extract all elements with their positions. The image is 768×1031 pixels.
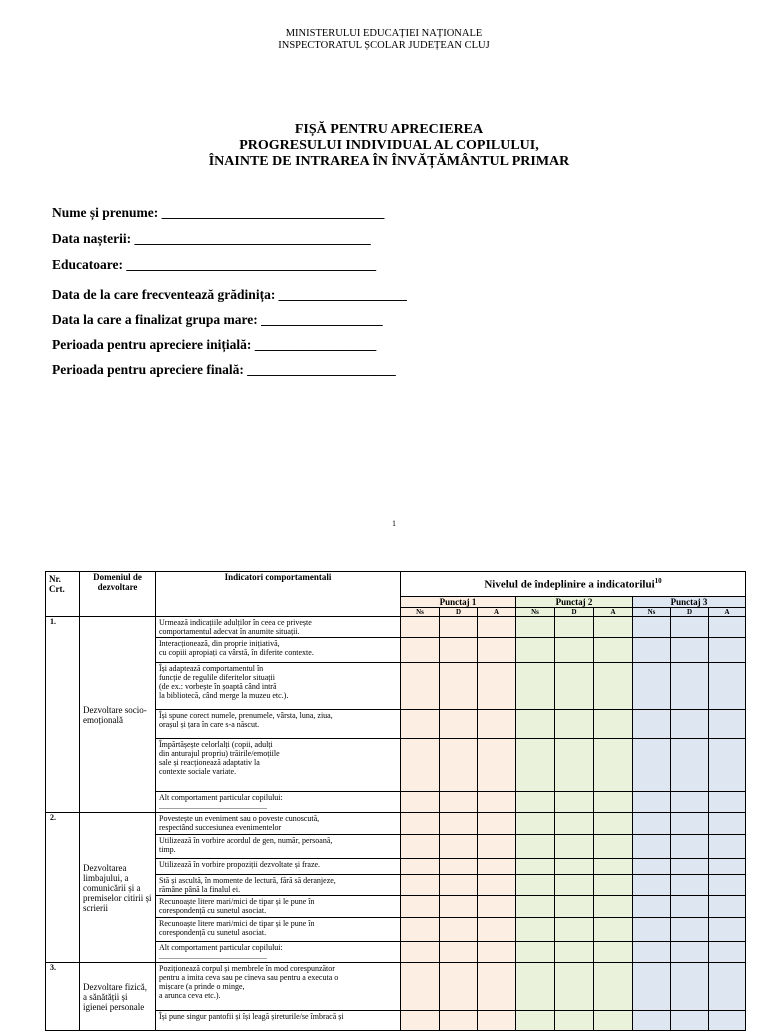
indicator-text: funcție de regulile diferitelor situații bbox=[159, 673, 275, 682]
score-cell[interactable] bbox=[440, 792, 478, 813]
indicator-text: rămâne până la finalul ei. bbox=[159, 885, 241, 894]
indicator-text: Își pune singur pantofii și își leagă șireturile/se îmbracă și bbox=[159, 1012, 344, 1021]
score-cell[interactable] bbox=[555, 896, 594, 918]
score-cell[interactable] bbox=[633, 896, 671, 918]
indicator-text: Împărtășește celorlalți (copii, adulți bbox=[159, 740, 273, 749]
score-cell[interactable] bbox=[401, 638, 440, 663]
page-number: 1 bbox=[392, 519, 396, 528]
score-cell[interactable] bbox=[594, 710, 633, 739]
punctaj-1-header: Punctaj 1 bbox=[401, 597, 516, 608]
score-cell[interactable] bbox=[516, 963, 555, 1011]
score-cell[interactable] bbox=[478, 859, 516, 875]
score-cell[interactable] bbox=[633, 918, 671, 942]
punctaj-3-header: Punctaj 3 bbox=[633, 597, 746, 608]
field-final-period[interactable]: Perioada pentru apreciere finală: ______________________ bbox=[52, 362, 396, 377]
score-cell[interactable] bbox=[709, 739, 746, 792]
score-cell[interactable] bbox=[401, 942, 440, 963]
score-cell[interactable] bbox=[671, 792, 709, 813]
score-cell[interactable] bbox=[594, 813, 633, 835]
score-cell[interactable] bbox=[709, 859, 746, 875]
score-cell[interactable] bbox=[633, 638, 671, 663]
score-cell[interactable] bbox=[594, 875, 633, 896]
field-attendance-start[interactable]: Data de la care frecventează grădinița: ___________________ bbox=[52, 287, 407, 302]
sub-header-d: D bbox=[440, 608, 478, 617]
score-cell[interactable] bbox=[594, 963, 633, 1011]
score-cell[interactable] bbox=[555, 835, 594, 859]
score-cell[interactable] bbox=[671, 663, 709, 710]
score-cell[interactable] bbox=[555, 875, 594, 896]
level-title: Nivelul de îndeplinire a indicatorilui bbox=[484, 578, 655, 591]
score-cell[interactable] bbox=[709, 710, 746, 739]
score-cell[interactable] bbox=[555, 813, 594, 835]
domain-cell: Dezvoltarea limbajului, a comunicării și a premiselor citirii și scrierii bbox=[80, 813, 156, 963]
score-cell[interactable] bbox=[633, 875, 671, 896]
indicator-text: Alt comportament particular copilului: bbox=[159, 943, 283, 952]
indicator-cell bbox=[156, 710, 401, 739]
score-cell[interactable] bbox=[478, 792, 516, 813]
indicator-cell bbox=[156, 963, 401, 1011]
field-educator[interactable]: Educatoare: _____________________________________ bbox=[52, 257, 377, 272]
score-cell[interactable] bbox=[440, 859, 478, 875]
indicator-text: respectând succesiunea evenimentelor bbox=[159, 823, 282, 832]
indicator-cell bbox=[156, 875, 401, 896]
score-cell[interactable] bbox=[478, 638, 516, 663]
score-cell[interactable] bbox=[440, 835, 478, 859]
score-cell[interactable] bbox=[440, 663, 478, 710]
row-number: 2. bbox=[46, 813, 80, 963]
domain-cell: Dezvoltare socio-emoțională bbox=[80, 617, 156, 813]
indicator-text: Recunoaște litere mari/mici de tipar și le pune în bbox=[159, 919, 315, 928]
score-cell[interactable] bbox=[594, 859, 633, 875]
field-finished-group[interactable]: Data la care a finalizat grupa mare: __________________ bbox=[52, 312, 383, 327]
score-cell[interactable] bbox=[440, 875, 478, 896]
score-cell[interactable] bbox=[633, 813, 671, 835]
score-cell[interactable] bbox=[440, 963, 478, 1011]
score-cell[interactable] bbox=[401, 859, 440, 875]
score-cell[interactable] bbox=[401, 918, 440, 942]
score-cell[interactable] bbox=[633, 942, 671, 963]
score-cell[interactable] bbox=[594, 1011, 633, 1031]
score-cell[interactable] bbox=[555, 963, 594, 1011]
row-number: 1. bbox=[46, 617, 80, 813]
score-cell[interactable] bbox=[516, 813, 555, 835]
score-cell[interactable] bbox=[516, 835, 555, 859]
score-cell[interactable] bbox=[633, 663, 671, 710]
indicator-text: sale și reacționează adaptativ la bbox=[159, 758, 260, 767]
score-cell[interactable] bbox=[440, 617, 478, 638]
score-cell[interactable] bbox=[478, 942, 516, 963]
indicator-text: corespondență cu sunetul asociat. bbox=[159, 906, 267, 915]
indicator-cell bbox=[156, 739, 401, 792]
score-cell[interactable] bbox=[401, 710, 440, 739]
indicator-text: Interacționează, din proprie inițiativă, bbox=[159, 639, 280, 648]
table-row bbox=[46, 963, 746, 1011]
score-cell[interactable] bbox=[478, 918, 516, 942]
score-cell[interactable] bbox=[478, 875, 516, 896]
score-cell[interactable] bbox=[401, 963, 440, 1011]
score-cell[interactable] bbox=[555, 739, 594, 792]
indicator-text: Alt comportament particular copilului: bbox=[159, 793, 283, 802]
score-cell[interactable] bbox=[671, 859, 709, 875]
score-cell[interactable] bbox=[401, 1011, 440, 1031]
indicator-cell bbox=[156, 792, 401, 813]
score-cell[interactable] bbox=[709, 835, 746, 859]
col-nr-header: Nr. Crt. bbox=[46, 572, 80, 617]
indicator-cell bbox=[156, 638, 401, 663]
score-cell[interactable] bbox=[478, 963, 516, 1011]
score-cell[interactable] bbox=[555, 617, 594, 638]
score-cell[interactable] bbox=[440, 942, 478, 963]
score-cell[interactable] bbox=[709, 617, 746, 638]
title-line-2: PROGRESULUI INDIVIDUAL AL COPILULUI, bbox=[239, 138, 539, 153]
score-cell[interactable] bbox=[709, 813, 746, 835]
sub-header-ns: Ns bbox=[633, 608, 671, 617]
score-cell[interactable] bbox=[594, 942, 633, 963]
score-cell[interactable] bbox=[633, 1011, 671, 1031]
score-cell[interactable] bbox=[709, 896, 746, 918]
score-cell[interactable] bbox=[440, 1011, 478, 1031]
indicator-cell bbox=[156, 859, 401, 875]
score-cell[interactable] bbox=[709, 942, 746, 963]
indicator-text: Utilizează în vorbire propoziții dezvoltate și fraze. bbox=[159, 860, 321, 869]
score-cell[interactable] bbox=[709, 875, 746, 896]
indicator-text: cu copiii apropiați ca vârstă, în diferite contexte. bbox=[159, 648, 314, 657]
score-cell[interactable] bbox=[478, 896, 516, 918]
score-cell[interactable] bbox=[671, 963, 709, 1011]
indicator-text: a arunca ceva etc.). bbox=[159, 991, 221, 1000]
indicator-cell bbox=[156, 663, 401, 710]
row-number: 3. bbox=[46, 963, 80, 1031]
score-cell[interactable] bbox=[633, 792, 671, 813]
score-cell[interactable] bbox=[516, 663, 555, 710]
sub-header-ns: Ns bbox=[401, 608, 440, 617]
score-cell[interactable] bbox=[633, 710, 671, 739]
score-cell[interactable] bbox=[671, 896, 709, 918]
indicator-text: pentru a imita ceva sau pe cineva sau pentru a executa o bbox=[159, 973, 339, 982]
score-cell[interactable] bbox=[709, 918, 746, 942]
indicator-text: Își adaptează comportamentul în bbox=[159, 664, 264, 673]
indicator-text: mișcare (a prinde o minge, bbox=[159, 982, 245, 991]
indicator-text: ...................................................... bbox=[159, 802, 267, 811]
sub-header-ns: Ns bbox=[516, 608, 555, 617]
score-cell[interactable] bbox=[478, 1011, 516, 1031]
score-cell[interactable] bbox=[709, 792, 746, 813]
score-cell[interactable] bbox=[478, 663, 516, 710]
indicator-text: (de ex.: vorbește în șoaptă când intră bbox=[159, 682, 277, 691]
indicator-text: Urmează indicațiile adulților în ceea ce privește bbox=[159, 618, 312, 627]
score-cell[interactable] bbox=[555, 942, 594, 963]
table-row bbox=[46, 813, 746, 835]
score-cell[interactable] bbox=[401, 663, 440, 710]
indicator-text: Își spune corect numele, prenumele, vârsta, luna, ziua, bbox=[159, 711, 333, 720]
score-cell[interactable] bbox=[594, 638, 633, 663]
domain-cell: Dezvoltare fizică, a sănătății și igienei personale bbox=[80, 963, 156, 1031]
score-cell[interactable] bbox=[555, 792, 594, 813]
indicator-cell bbox=[156, 835, 401, 859]
score-cell[interactable] bbox=[516, 896, 555, 918]
score-cell[interactable] bbox=[440, 896, 478, 918]
score-cell[interactable] bbox=[516, 942, 555, 963]
score-cell[interactable] bbox=[401, 875, 440, 896]
score-cell[interactable] bbox=[671, 875, 709, 896]
score-cell[interactable] bbox=[671, 835, 709, 859]
indicator-cell bbox=[156, 1011, 401, 1031]
score-cell[interactable] bbox=[516, 710, 555, 739]
indicator-cell bbox=[156, 942, 401, 963]
score-cell[interactable] bbox=[478, 835, 516, 859]
level-footnote: 10 bbox=[654, 577, 662, 586]
score-cell[interactable] bbox=[671, 739, 709, 792]
score-cell[interactable] bbox=[555, 638, 594, 663]
score-cell[interactable] bbox=[440, 710, 478, 739]
score-cell[interactable] bbox=[594, 617, 633, 638]
title-line-1: FIȘĂ PENTRU APRECIEREA bbox=[294, 122, 484, 137]
score-cell[interactable] bbox=[633, 835, 671, 859]
score-cell[interactable] bbox=[594, 896, 633, 918]
score-cell[interactable] bbox=[671, 942, 709, 963]
score-cell[interactable] bbox=[671, 638, 709, 663]
indicator-text: Poziționează corpul și membrele în mod corespunzător bbox=[159, 964, 335, 973]
score-cell[interactable] bbox=[440, 918, 478, 942]
indicator-text: Utilizează în vorbire acordul de gen, număr, persoană, bbox=[159, 836, 333, 845]
sub-header-a: A bbox=[478, 608, 516, 617]
score-cell[interactable] bbox=[401, 792, 440, 813]
indicator-text: Stă și ascultă, în momente de lectură, fără să deranjeze, bbox=[159, 876, 336, 885]
indicator-text: la bibliotecă, când merge la muzeu etc.). bbox=[159, 691, 289, 700]
score-cell[interactable] bbox=[401, 835, 440, 859]
score-cell[interactable] bbox=[555, 710, 594, 739]
indicator-text: Povestește un eveniment sau o poveste cunoscută, bbox=[159, 814, 320, 823]
score-cell[interactable] bbox=[594, 918, 633, 942]
score-cell[interactable] bbox=[709, 1011, 746, 1031]
score-cell[interactable] bbox=[671, 918, 709, 942]
header-line-2: INSPECTORATUL ȘCOLAR JUDEȚEAN CLUJ bbox=[278, 40, 490, 51]
score-cell[interactable] bbox=[709, 663, 746, 710]
indicator-text: timp. bbox=[159, 845, 176, 854]
score-cell[interactable] bbox=[594, 792, 633, 813]
document-title bbox=[0, 122, 768, 170]
indicator-text: contexte sociale variate. bbox=[159, 767, 237, 776]
indicator-text: Recunoaște litere mari/mici de tipar și le pune în bbox=[159, 897, 315, 906]
score-cell[interactable] bbox=[555, 1011, 594, 1031]
score-cell[interactable] bbox=[633, 739, 671, 792]
col-indicators-header: Indicatori comportamentali bbox=[156, 572, 401, 617]
indicator-cell bbox=[156, 918, 401, 942]
score-cell[interactable] bbox=[478, 739, 516, 792]
col-level-header bbox=[401, 572, 746, 597]
score-cell[interactable] bbox=[671, 813, 709, 835]
indicator-cell bbox=[156, 896, 401, 918]
sub-header-d: D bbox=[671, 608, 709, 617]
score-cell[interactable] bbox=[671, 617, 709, 638]
score-cell[interactable] bbox=[709, 963, 746, 1011]
sub-header-d: D bbox=[555, 608, 594, 617]
score-cell[interactable] bbox=[516, 1011, 555, 1031]
score-cell[interactable] bbox=[478, 813, 516, 835]
score-cell[interactable] bbox=[516, 617, 555, 638]
table-body bbox=[46, 617, 746, 1031]
score-cell[interactable] bbox=[516, 792, 555, 813]
indicator-text: ...................................................... bbox=[159, 952, 267, 961]
assessment-table bbox=[45, 571, 746, 1031]
sub-header-a: A bbox=[709, 608, 746, 617]
score-cell[interactable] bbox=[516, 739, 555, 792]
score-cell[interactable] bbox=[633, 617, 671, 638]
field-name[interactable]: Nume și prenume: _________________________________ bbox=[52, 205, 385, 220]
score-cell[interactable] bbox=[440, 739, 478, 792]
score-cell[interactable] bbox=[401, 739, 440, 792]
score-cell[interactable] bbox=[709, 638, 746, 663]
score-cell[interactable] bbox=[555, 663, 594, 710]
score-cell[interactable] bbox=[516, 638, 555, 663]
score-cell[interactable] bbox=[516, 875, 555, 896]
score-cell[interactable] bbox=[555, 918, 594, 942]
indicator-text: comportamentul adecvat în anumite situații. bbox=[159, 627, 300, 636]
score-cell[interactable] bbox=[516, 859, 555, 875]
punctaj-2-header: Punctaj 2 bbox=[516, 597, 633, 608]
score-cell[interactable] bbox=[671, 1011, 709, 1031]
score-cell[interactable] bbox=[478, 617, 516, 638]
score-cell[interactable] bbox=[671, 710, 709, 739]
indicator-text: corespondență cu sunetul asociat. bbox=[159, 928, 267, 937]
score-cell[interactable] bbox=[440, 638, 478, 663]
indicator-text: din anturajul propriu) trăirile/emoțiile bbox=[159, 749, 280, 758]
indicator-cell bbox=[156, 813, 401, 835]
indicator-text: orașul și țara în care s-a născut. bbox=[159, 720, 260, 729]
score-cell[interactable] bbox=[401, 617, 440, 638]
col-domain-header: Domeniul de dezvoltare bbox=[80, 572, 156, 617]
indicator-cell bbox=[156, 617, 401, 638]
field-birth-date[interactable]: Data nașterii: ___________________________________ bbox=[52, 231, 371, 246]
field-initial-period[interactable]: Perioada pentru apreciere inițială: __________________ bbox=[52, 337, 377, 352]
score-cell[interactable] bbox=[401, 813, 440, 835]
table-row bbox=[46, 617, 746, 638]
score-cell[interactable] bbox=[633, 859, 671, 875]
score-cell[interactable] bbox=[555, 859, 594, 875]
score-cell[interactable] bbox=[401, 896, 440, 918]
score-cell[interactable] bbox=[478, 710, 516, 739]
score-cell[interactable] bbox=[594, 663, 633, 710]
title-line-3: ÎNAINTE DE INTRAREA ÎN ÎNVĂȚĂMÂNTUL PRIMAR bbox=[208, 154, 570, 169]
score-cell[interactable] bbox=[594, 739, 633, 792]
score-cell[interactable] bbox=[594, 835, 633, 859]
header-line-1: MINISTERULUI EDUCAȚIEI NAȚIONALE bbox=[285, 28, 483, 39]
ministry-header bbox=[0, 28, 768, 52]
score-cell[interactable] bbox=[516, 918, 555, 942]
sub-header-a: A bbox=[594, 608, 633, 617]
score-cell[interactable] bbox=[633, 963, 671, 1011]
score-cell[interactable] bbox=[440, 813, 478, 835]
